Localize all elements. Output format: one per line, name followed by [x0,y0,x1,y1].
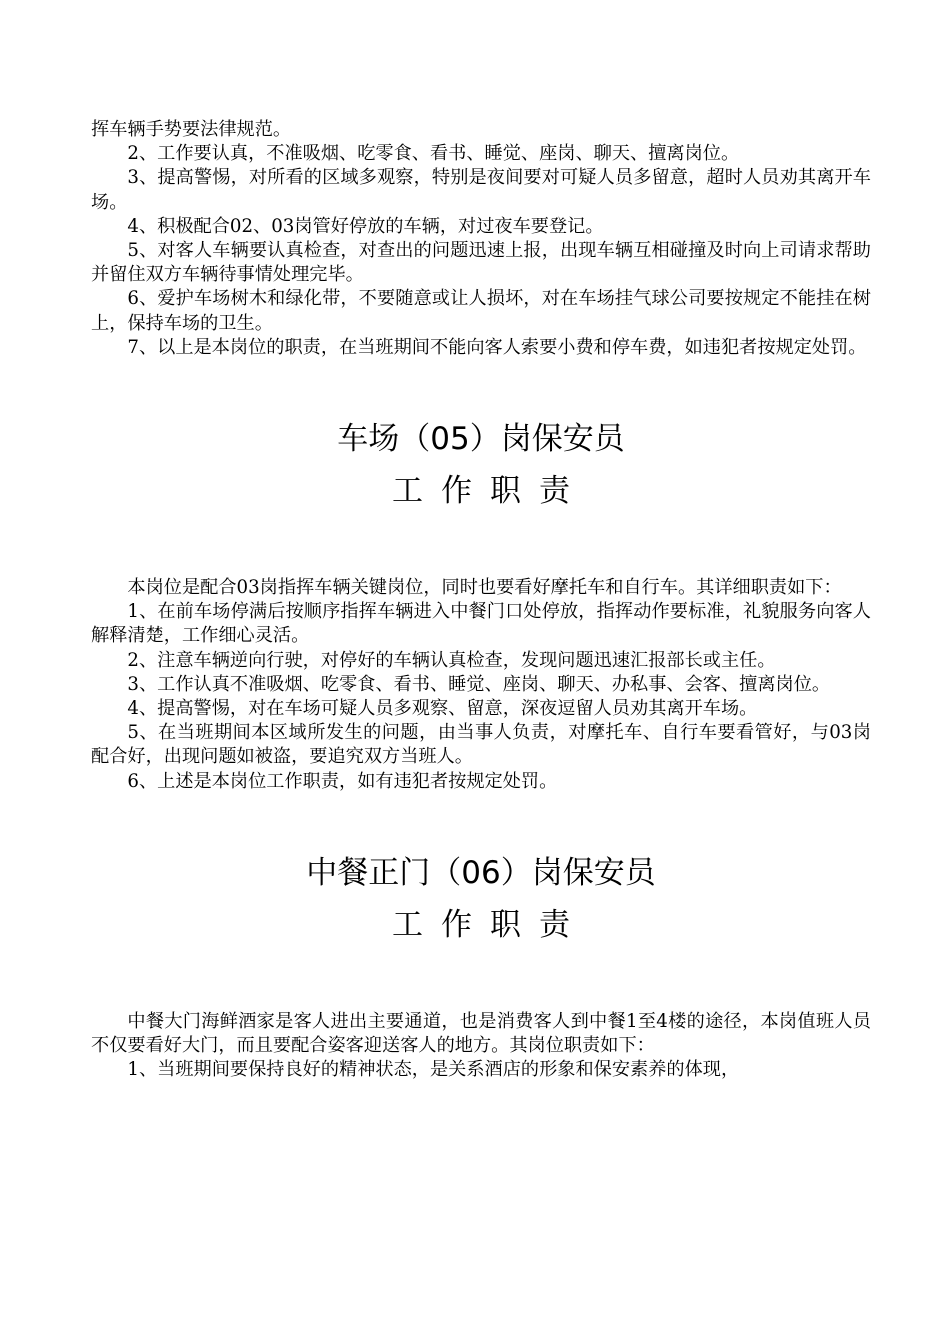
section-2-title: 车场（05）岗保安员 [337,421,625,458]
paragraph: 中餐大门海鲜酒家是客人进出主要通道，也是消费客人到中餐1至4楼的途径，本岗值班人员不仅要看好大门，而且要配合姿客迎送客人的地方。其岗位职责如下： [91,1010,871,1057]
paragraph: 挥车辆手势要法律规范。 [91,119,292,140]
section-1-body [91,118,871,360]
section-3-subtitle: 工作职责 [392,906,588,943]
paragraph: 6、爱护车场树木和绿化带，不要随意或让人损坏，对在车场挂气球公司要按规定不能挂在树上，保持车场的卫生。 [91,288,871,334]
paragraph: 4、积极配合02、03岗管好停放的车辆，对过夜车要登记。 [127,215,604,237]
paragraph: 3、工作认真不准吸烟、吃零食、看书、睡觉、座岗、聊天、办私事、会客、擅离岗位。 [127,673,831,695]
spacer [91,794,871,846]
paragraph: 7、以上是本岗位的职责，在当班期间不能向客人索要小费和停车费，如违犯者按规定处罚。 [127,336,867,358]
paragraph: 2、工作要认真，不准吸烟、吃零食、看书、睡觉、座岗、聊天、擅离岗位。 [127,143,740,165]
paragraph: 3、提高警惕，对所看的区域多观察，特别是夜间要对可疑人员多留意，超时人员劝其离开车场。 [91,167,871,213]
paragraph: 4、提高警惕，对在车场可疑人员多观察、留意，深夜逗留人员劝其离开车场。 [127,698,758,720]
spacer [91,360,871,412]
paragraph: 1、当班期间要保持良好的精神状态，是关系酒店的形象和保安素养的体现， [127,1059,740,1081]
section-3-title: 中餐正门（06）岗保安员 [306,854,656,891]
paragraph: 5、在当班期间本区域所发生的问题，由当事人负责，对摩托车、自行车要看管好，与03岗配合好，出现问题如被盗，要追究双方当班人。 [91,722,871,768]
section-2-body [91,576,871,794]
section-3-body [91,1010,871,1083]
paragraph: 1、在前车场停满后按顺序指挥车辆进入中餐门口处停放，指挥动作要标准，礼貌服务向客人解释清楚，工作细心灵活。 [91,601,871,647]
section-2-subtitle: 工作职责 [392,473,588,510]
paragraph: 2、注意车辆逆向行驶，对停好的车辆认真检查，发现问题迅速汇报部长或主任。 [127,649,776,671]
paragraph: 本岗位是配合03岗指挥车辆关键岗位，同时也要看好摩托车和自行车。其详细职责如下： [127,577,842,599]
spacer [91,950,871,1010]
spacer [91,516,871,576]
paragraph: 5、对客人车辆要认真检查，对查出的问题迅速上报，出现车辆互相碰撞及时向上司请求帮助并留住双方车辆待事情处理完毕。 [91,240,871,286]
paragraph: 6、上述是本岗位工作职责，如有违犯者按规定处罚。 [127,770,558,792]
document-page [91,118,871,1082]
